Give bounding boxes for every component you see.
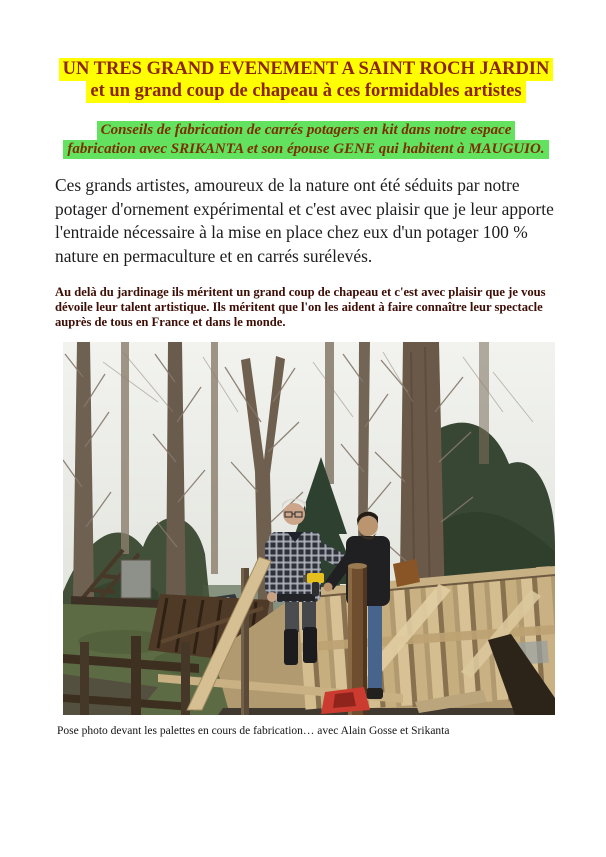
body-paragraph: Ces grands artistes, amoureux de la nature ont été séduits par notre potager d'ornement expérimental et c'est avec plaisir que je leur apporte l'entraide nécessaire à la mise en place chez eux d'un potager 100 % nature en permaculture et en carrés surélevés. [55,175,554,266]
article-photo [63,342,555,715]
subtitle-line-1-text: Conseils de fabrication de carrés potagers en kit dans notre espace [97,121,516,140]
subtitle-line-1 [55,121,557,140]
emphasis-paragraph: Au delà du jardinage ils méritent un grand coup de chapeau et c'est avec plaisir que je vous dévoile leur talent artistique. Ils méritent que l'on les aident à faire connaître leur spectacle auprès de tous en France et dans le monde. [55,285,546,329]
subtitle-line-2 [55,140,557,159]
title-line-1-text: UN TRES GRAND EVENEMENT A SAINT ROCH JARDIN [59,58,554,81]
article-title [55,58,557,102]
article-subtitle [55,121,557,158]
title-line-2-text: et un grand coup de chapeau à ces formidables artistes [86,80,525,103]
title-line-2 [55,80,557,102]
photo-caption: Pose photo devant les palettes en cours de fabrication… avec Alain Gosse et Srikanta [57,725,450,738]
photo-rusty-object [393,559,420,587]
subtitle-line-2-text: fabrication avec SRIKANTA et son épouse GENE qui habitent à MAUGUIO. [63,140,548,159]
title-line-1 [55,58,557,80]
page-content [55,58,557,737]
photo-illustration [63,342,555,715]
